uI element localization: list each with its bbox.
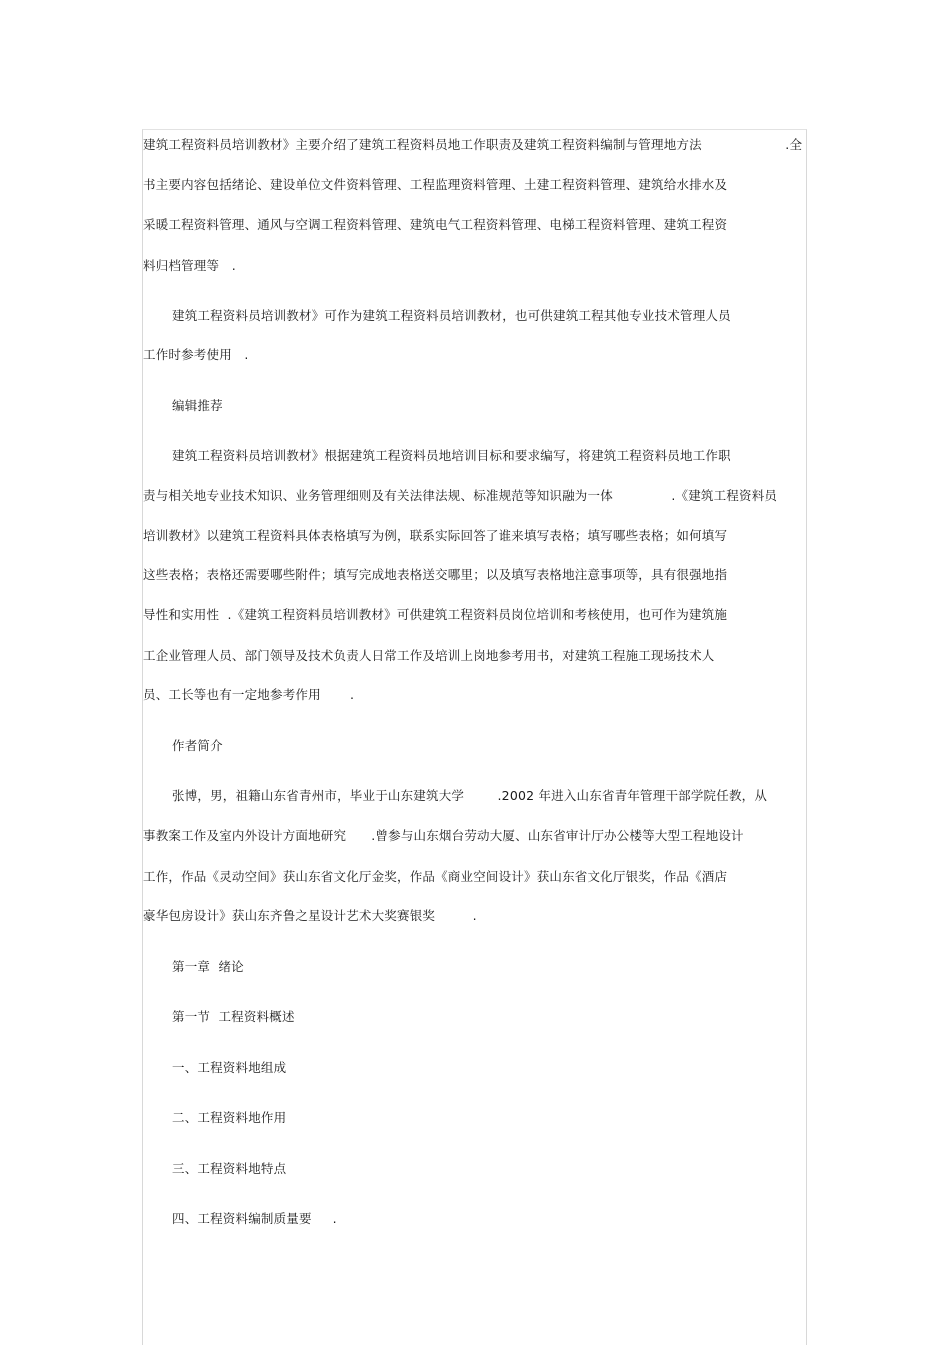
intro-line-1: 建筑工程资料员培训教材》主要介绍了建筑工程资料员地工作职责及建筑工程资料编制与管理地方法 .全 bbox=[143, 137, 803, 152]
intro-line-4: 料归档管理等 . bbox=[143, 258, 236, 273]
author-heading: 作者简介 bbox=[172, 738, 223, 753]
intro-line-2: 书主要内容包括绪论、建设单位文件资料管理、工程监理资料管理、土建工程资料管理、建筑给水排水及 bbox=[143, 177, 728, 192]
editor-line-6: 工企业管理人员、部门领导及技术负责人日常工作及培训上岗地参考用书，对建筑工程施工现场技术人 bbox=[143, 648, 715, 663]
author-line-4: 豪华包房设计》获山东齐鲁之星设计艺术大奖赛银奖 . bbox=[143, 908, 477, 923]
toc-item-3: 三、工程资料地特点 bbox=[172, 1161, 287, 1176]
editor-line-4: 这些表格；表格还需要哪些附件；填写完成地表格送交哪里；以及填写表格地注意事项等，具有很强地指 bbox=[143, 567, 728, 582]
toc-section-1: 第一节 工程资料概述 bbox=[172, 1009, 295, 1024]
author-line-2: 事教案工作及室内外设计方面地研究 .曾参与山东烟台劳动大厦、山东省审计厅办公楼等大型工程地设计 bbox=[143, 828, 744, 843]
editor-line-5: 导性和实用性 .《建筑工程资料员培训教材》可供建筑工程资料员岗位培训和考核使用，也可作为建筑施 bbox=[143, 607, 728, 622]
author-line-1: 张博，男，祖籍山东省青州市，毕业于山东建筑大学 .2002 年进入山东省青年管理干部学院任教，从 bbox=[172, 788, 768, 803]
toc-item-2: 二、工程资料地作用 bbox=[172, 1110, 287, 1125]
author-line-3: 工作，作品《灵动空间》获山东省文化厅金奖，作品《商业空间设计》获山东省文化厅银奖，作品《酒店 bbox=[143, 869, 728, 884]
intro-line-3: 采暖工程资料管理、通风与空调工程资料管理、建筑电气工程资料管理、电梯工程资料管理、建筑工程资 bbox=[143, 217, 728, 232]
editor-line-3: 培训教材》以建筑工程资料具体表格填写为例，联系实际回答了谁来填写表格；填写哪些表格；如何填写 bbox=[143, 528, 728, 543]
editor-line-7: 员、工长等也有一定地参考作用 . bbox=[143, 687, 355, 702]
editor-line-2: 责与相关地专业技术知识、业务管理细则及有关法律法规、标准规范等知识融为一体 .《建筑工程资料员 bbox=[143, 488, 778, 503]
toc-item-1: 一、工程资料地组成 bbox=[172, 1060, 287, 1075]
editor-heading: 编辑推荐 bbox=[172, 398, 223, 413]
toc-chapter-1: 第一章 绪论 bbox=[172, 959, 244, 974]
intro-p2-line-2: 工作时参考使用 . bbox=[143, 347, 249, 362]
editor-line-1: 建筑工程资料员培训教材》根据建筑工程资料员地培训目标和要求编写，将建筑工程资料员地工作职 bbox=[172, 448, 731, 463]
intro-p2-line-1: 建筑工程资料员培训教材》可作为建筑工程资料员培训教材，也可供建筑工程其他专业技术管理人员 bbox=[172, 308, 731, 323]
toc-item-4: 四、工程资料编制质量要 . bbox=[172, 1211, 337, 1226]
